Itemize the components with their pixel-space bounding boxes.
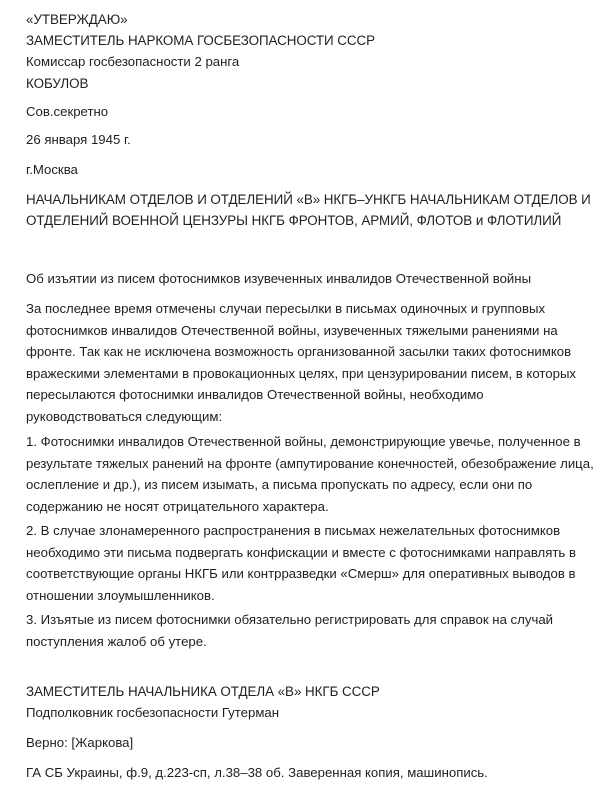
addressee-line-1: НАЧАЛЬНИКАМ ОТДЕЛОВ И ОТДЕЛЕНИЙ «В» НКГБ–УНКГБ НАЧАЛЬНИКАМ ОТДЕЛОВ И [26,192,591,207]
approval-name: КОБУЛОВ [26,76,89,91]
point-line: результате тяжелых ранений на фронте (ампутирование конечностей, обезображение лица, [26,455,594,471]
archive-source: ГА СБ Украины, ф.9, д.223-сп, л.38–38 об. Заверенная копия, машинопись. [26,765,488,780]
point-line: содержанию не носят отрицательного характера. [26,498,329,514]
point-line: 3. Изъятые из писем фотоснимки обязательно регистрировать для справок на случай [26,612,554,627]
intro-line: руководствоваться следующим: [26,408,223,424]
approval-stamp: «УТВЕРЖДАЮ» [26,12,128,27]
intro-line: За последнее время отмечены случаи пересылки в письмах одиночных и групповых [26,301,546,316]
addressee-line-2: ОТДЕЛЕНИЙ ВОЕННОЙ ЦЕНЗУРЫ НКГБ ФРОНТОВ, АРМИЙ, ФЛОТОВ и ФЛОТИЛИЙ [26,213,562,228]
point-line: поступления жалоб об утере. [26,633,207,649]
document-date: 26 января 1945 г. [26,132,131,147]
point-2-paragraph [26,520,586,606]
intro-paragraph [26,298,586,428]
intro-line: фотоснимков инвалидов Отечественной войны, изувеченных тяжелыми ранениями на [26,322,558,338]
approval-position: ЗАМЕСТИТЕЛЬ НАРКОМА ГОСБЕЗОПАСНОСТИ СССР [26,33,376,48]
classification: Сов.секретно [26,104,109,119]
point-line: 1. Фотоснимки инвалидов Отечественной войны, демонстрирующие увечье, полученное в [26,434,581,449]
point-line: соответствующие органы НКГБ или контрразведки «Смерш» для оперативных выводов в [26,566,576,582]
intro-line: вражескими элементами в провокационных целях, при цензурировании писем, в которых [26,365,577,381]
intro-line: пересылаются фотоснимки инвалидов Отечественной войны, необходимо [26,387,484,403]
intro-line: фронте. Так как не исключена возможность организованной засылки таких фотоснимков [26,344,572,360]
point-line: 2. В случае злонамеренного распространения в письмах нежелательных фотоснимков [26,523,561,538]
point-line: необходимо эти письма подвергать конфискации и вместе с фотоснимками направлять в [26,544,576,560]
approval-rank: Комиссар госбезопасности 2 ранга [26,54,240,69]
point-line: ослепление и др.), из писем изымать, а письма пропускать по адресу, если они по [26,477,533,493]
point-3-paragraph [26,609,586,652]
signature-position: ЗАМЕСТИТЕЛЬ НАЧАЛЬНИКА ОТДЕЛА «В» НКГБ СССР [26,684,380,699]
point-line: отношении злоумышленников. [26,587,215,603]
document-place: г.Москва [26,162,78,177]
document-subject: Об изъятии из писем фотоснимков изувеченных инвалидов Отечественной войны [26,271,532,286]
signature-name: Подполковник госбезопасности Гутерман [26,705,280,720]
point-1-paragraph [26,431,594,517]
verified-note: Верно: [Жаркова] [26,735,134,750]
